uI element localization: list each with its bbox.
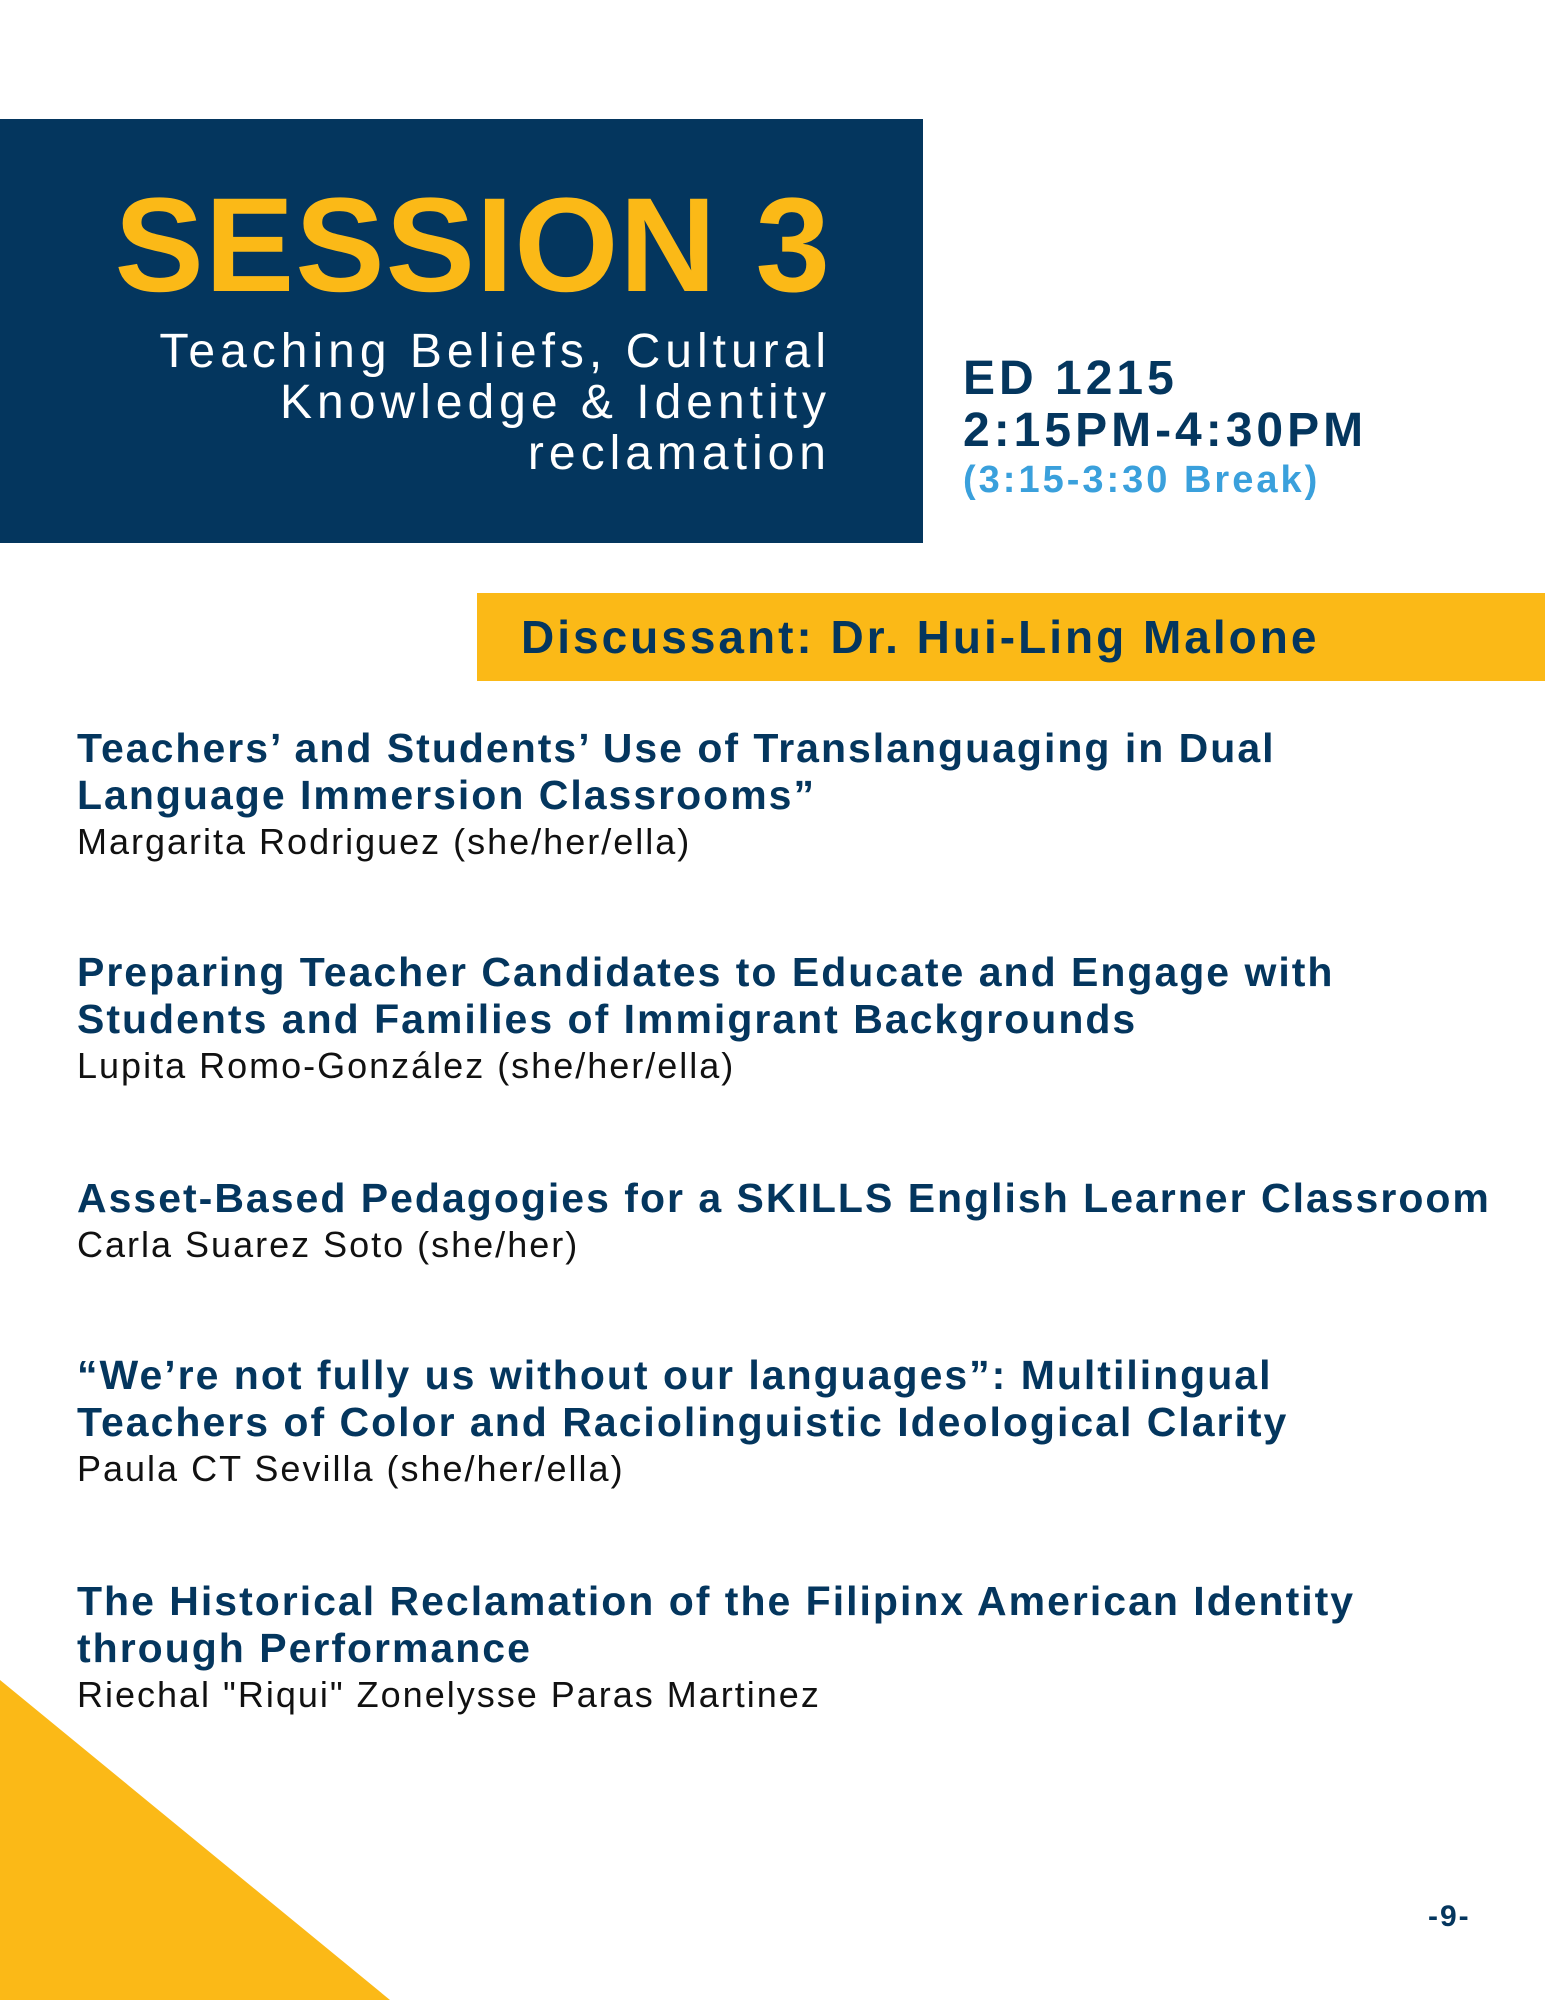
talk-title-line: Preparing Teacher Candidates to Educate and Engage with — [77, 949, 1335, 995]
page-number: -9- — [1428, 1900, 1471, 1933]
talk-author: Carla Suarez Soto (she/her) — [77, 1224, 580, 1265]
talk-title — [77, 949, 1517, 1043]
session-info — [963, 353, 1367, 503]
subtitle-line: reclamation — [527, 427, 831, 480]
talk-author: Margarita Rodriguez (she/her/ella) — [77, 821, 692, 862]
talk-item — [77, 949, 1517, 1089]
session-header-box — [0, 119, 923, 543]
session-subtitle — [51, 326, 831, 479]
discussant-label: Discussant: Dr. Hui-Ling Malone — [521, 611, 1320, 663]
talk-title-line: Students and Families of Immigrant Backgrounds — [77, 996, 1138, 1042]
talk-item — [77, 1175, 1517, 1268]
talk-list — [77, 725, 1517, 1718]
talk-author: Paula CT Sevilla (she/her/ella) — [77, 1448, 625, 1489]
talk-title-line: The Historical Reclamation of the Filipinx American Identity — [77, 1578, 1356, 1624]
talk-title-line: Teachers’ and Students’ Use of Translanguaging in Dual — [77, 725, 1276, 771]
talk-title-line: through Performance — [77, 1625, 532, 1671]
talk-title-line: “We’re not fully us without our languages”: Multilingual — [77, 1352, 1273, 1398]
talk-author: Riechal "Riqui" Zonelysse Paras Martinez — [77, 1674, 821, 1715]
session-time: 2:15PM-4:30PM — [963, 404, 1368, 457]
subtitle-line: Teaching Beliefs, Cultural — [159, 325, 831, 378]
talk-title — [77, 1352, 1517, 1446]
talk-item — [77, 1352, 1517, 1492]
gold-triangle — [0, 1680, 390, 2000]
talk-item — [77, 725, 1517, 865]
talk-title — [77, 1578, 1517, 1672]
room-number: ED 1215 — [963, 352, 1178, 405]
talk-title — [77, 725, 1517, 819]
discussant-bar — [477, 593, 1545, 681]
talk-title — [77, 1175, 1517, 1222]
break-time: (3:15-3:30 Break) — [963, 459, 1321, 501]
talk-author: Lupita Romo-González (she/her/ella) — [77, 1045, 736, 1086]
corner-decoration — [0, 1680, 400, 2000]
talk-title-line: Asset-Based Pedagogies for a SKILLS English Learner Classroom — [77, 1175, 1491, 1221]
talk-title-line: Teachers of Color and Raciolinguistic Ideological Clarity — [77, 1399, 1289, 1445]
subtitle-line: Knowledge & Identity — [280, 376, 831, 429]
session-title: SESSION 3 — [114, 171, 831, 320]
talk-title-line: Language Immersion Classrooms” — [77, 772, 816, 818]
